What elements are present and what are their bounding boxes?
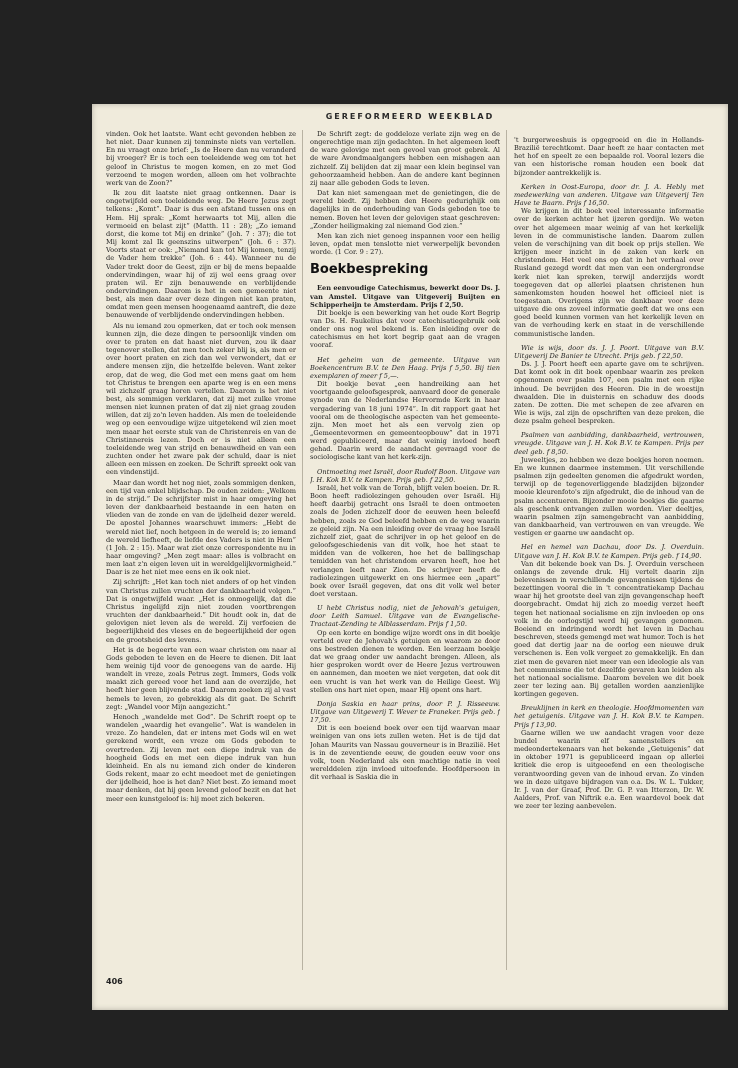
review-paragraph: Dit boekje bevat „een handreiking aan het voortgaande geloofsgesprek, aanvaard door de generale synode van de Nederlandse Hervormde Kerk in haar vergadering van 18 juni 1974”. In dit rapport gaat het vooral om de theologische aspecten van het gemeente-zijn. Men moet het als een vervolg zien op „Gemeentevormen en gemeenteopbouw” dat in 1971 werd gepubliceerd, maar dat weinig invloed heeft gehad. Daarin werd de aandacht gevraagd voor de sociologische kant van het kerk-zijn. [310, 380, 500, 462]
book-citation: Ontmoeting met Israël, door Rudolf Boon. Uitgave van J. H. Kok B.V. te Kampen. Prijs geb. f 22,50. [310, 467, 500, 484]
book-review [310, 700, 500, 782]
review-paragraph: Dit is een boeiend boek over een tijd waarvan maar weinigen van ons iets zullen weten. Het is de tijd dat Johan Maurits van Nassau gouverneur is in Brazilië. Het is in de zeventiende eeuw, de gouden eeuw voor ons volk, toen Nederland als een machtige natie in veel werelddelen zijn invloed uitoefende. Hoofdpersoon in dit verhaal is Saskia die in [310, 724, 500, 782]
body-paragraph: Maar dan wordt het nog niet, zoals sommigen denken, een tijd van enkel blijdschap. De ouden zeiden: „Welkom in de strijd.” De schrijfster mist in haar omgeving het leven der dankbaarheid bestaande in een haten en vlieden van de zonde en van de ijdelheid dezer wereld. De apostel Johannes waarschuwt immers: „Hebt de wereld niet lief, noch hetgeen in de wereld is; zo iemand de wereld liefheeft, de liefde des Vaders is niet in Hem” (1 Joh. 2 : 15). Maar wat ziet onze correspondente nu in haar omgeving? „Men zegt maar: alles is volbracht en men laat z'n eigen leven uit in wereldgelijkvormigheid.” Daar is ze het niet mee eens en ik ook niet. [106, 478, 296, 577]
body-paragraph: De Schrift zegt: de goddeloze verlate zijn weg en de ongerechtige man zijn gedachten. In het algemeen leeft de ware gelovige met een gevoel van groot gebrek. Al de ware Avondmaalgangers hebben een mishagen aan zichzelf. Zij belijden dat zij maar een klein beginsel van gehoorzaamheid hebben. Aan de andere kant beginnen zij naar alle geboden Gods te leven. [310, 130, 500, 187]
review-paragraph: Israël, het volk van de Torah, blijft velen boeien. Dr. R. Boon heeft radiolezingen gehouden over Israël. Hij heeft daarbij getracht ons Israël te doen ontmoeten zoals de Joden zichzelf door de eeuwen heen beleefd hebben, zoals ze God beleefd hebben en de weg waarin ze geleid zijn. Na een inleiding over de vraag hoe Israël zichzelf ziet, gaat de schrijver in op het geloof en de geloofsgeschiedenis van dit volk, hoe het staat te midden van de volkeren, hoe het de ballingschap temidden van het christendom ervaren heeft, hoe het verlangen leeft naar Zion. De schrijver heeft de radiolezingen uitgewerkt en ons hiermee een „apart” boek over Israël gegeven, dat ons dit volk wel beter doet verstaan. [310, 483, 500, 598]
column-rule-right [506, 130, 507, 970]
book-citation: U hebt Christus nodig, niet de Jehovah's getuigen, door Leith Samuel. Uitgave van de Evangelische-Tractaat-Zending te Alblasserdam. Prijs f 1,50. [310, 604, 500, 629]
review-paragraph: Dit boekje is een bewerking van het oude Kort Begrip van Ds. H. Faukelius dat voor catechisatiegebruik ook onder ons nog wel bekend is. Een inleiding over de catechismus en het kort begrip gaat aan de vragen vooraf. [310, 308, 500, 350]
review-paragraph: Op een korte en bondige wijze wordt ons in dit boekje verteld over de Jehovah's getuigen en waarom ze door ons bestreden dienen te worden. Een leerzaam boekje dat we graag onder uw aandacht brengen. Alleen, als hier gesproken wordt over de Heere Jezus vertrouwen en aannemen, dan moeten we niet vergeten, dat ook dit een vrucht is van het werk van de Heilige Geest. Wij stellen ons hart niet open, maar Hij opent ons hart. [310, 628, 500, 694]
book-review [514, 543, 704, 698]
book-citation: Breuklijnen in kerk en theologie. Hoofdmomenten van het getuigenis. Uitgave van J. H. Kok B.V. te Kampen. Prijs f 13,90. [514, 704, 704, 729]
review-paragraph: We krijgen in dit boek veel interessante informatie over de kerken achter het ijzeren gordijn. We weten over het algemeen maar weinig af van het kerkelijk leven in de communistische landen. Daarom zullen velen de verschijning van dit boek op prijs stellen. We krijgen meer inzicht in de zaken van kerk en christendom. Het veel ons op dat in het verhaal over Rusland gezegd wordt dat men van een ondergrondse kerk niet kan spreken, terwijl anderzijds wordt toegegeven dat op allerlei plaatsen christenen hun samenkomsten houden hoewel het officieel niet is toegestaan. Overigens zijn we dankbaar voor deze uitgave die ons zoveel informatie geeft dat we ons een goed beeld kunnen vormen van het kerkelijk leven en van de verhouding kerk en staat in de verschillende communistische landen. [514, 207, 704, 338]
book-citation: Donja Saskia en haar prins, door P. J. Risseeuw. Uitgave van Uitgeverij T. Wever te Franeker. Prijs geb. f 17,50. [310, 699, 500, 725]
body-paragraph: Als nu iemand zou opmerken, dat er toch ook mensen kunnen zijn, die deze dingen te persoonlijk vinden om over te praten en dat haast niet durven, zou ik daar tegenover stellen, dat men toch zeker blij is, als men er over hoort praten en zich dan wel verwondert, dat er andere mensen zijn, die hetzelfde beleven. Want zeker erop, dat de weg, die God met een mens gaat om hem tot Christus te brengen een aparte weg is en een mens wil zichzelf graag horen vertellen. Daarom is het niet best, als sommigen verklaren, dat zij met zulke vrome mensen niet kunnen praten of dat zij niet graag zouden willen, dat zij zo'n leven hadden. Als men de toeleidende weg op een eenvoudige wijze uitgetekend wil zien moet men maar het eerste stuk van de Christenreis en van de Christinnereis lezen. Doch er is niet alleen een toeleidende weg van strijd en benauwdheid en van een zuchten onder het zware pak der schuld, daar is niet alleen een missen en zoeken. De Schrift spreekt ook van een vindenstijd. [106, 321, 296, 477]
book-citation: Hel en hemel van Dachau, door Ds. J. Overduin. Uitgave van J. H. Kok B.V. te Kampen. Prijs geb. f 14,90. [514, 543, 704, 560]
review-paragraph: Ds. J. J. Poort heeft een aparte gave om te schrijven. Dat komt ook in dit boek openbaar waarin zes preken opgenomen over psalm 107, een psalm met een rijke inhoud. De bevrijden des Heeren. Die in de woestijn dwaalden. Die in duisternis en schaduw des doods zaten. De zotten. Die met schepen de zee afvaren en Wie is wijs, zal zijn de opschriften van deze preken, die deze psalm geheel bespreken. [514, 360, 704, 426]
book-review [514, 183, 704, 338]
page-number: 406 [106, 977, 123, 986]
review-list [310, 284, 500, 781]
book-review [514, 704, 704, 810]
review-paragraph: 't burgerweeshuis is opgegroeid en die in Hollands-Brazilië terechtkomt. Daar heeft ze haar contacten met het hof en speelt ze een bepaalde rol. Vooral lezers die van een historische roman houden een boek dat bijzonder aantrekkelijk is. [514, 136, 704, 177]
body-paragraph: Ik zou dit laatste niet graag ontkennen. Daar is ongetwijfeld een toeleidende weg. De Heere Jezus zegt telkens: „Komt”. Daar is dus een afstand tussen ons en Hem. Hij sprak: „Komt herwaarts tot Mij, allen die vermoeid en belast zijt” (Matth. 11 : 28); „Zo iemand dorst, die kome tot Mij en drinke” (Joh. 7 : 37); die tot Mij komt zal Ik geenszins uitwerpen” (Joh. 6 : 37). Voorts staat er ook: „Niemand kan tot Mij komen, tenzij de Vader hem trekke” (Joh. 6 : 44). Wanneer nu de Vader trekt door de Geest, zijn er bij de mens bepaalde ondervindingen, waar hij of zij wel eens graag over praten wil. Er zijn benauwende en verblijdende ondervindingen. Daarom is het in een gemeente niet best, als men daar over deze dingen niet kan praten, omdat men geen mensen hoogenaamd aantreft, die deze benauwende of verblijdende ondervindingen hebben. [106, 189, 296, 320]
review-paragraph: Gaarne willen we uw aandacht vragen voor deze bundel waarin elf samenstellers en medeondertekenaars van het bekende „Getuigenis” dat in oktober 1971 is gepubliceerd ingaan op allerlei kritiek die erop is uitgeoefend en een theologische verantwoording geven van de inhoud ervan. Zo vinden we in deze uitgave bijdragen van o.a. Ds. W. L. Tukker, Ir. J. van der Graaf, Prof. Dr. G. P. van Itterzon, Dr. W. Aalders, Prof. van Niftrik e.a. Een waardevol boek dat we zeer ter lezing aanbevelen. [514, 728, 704, 811]
book-review [310, 604, 500, 694]
body-paragraph: Zij schrijft: „Het kan toch niet anders of op het vinden van Christus zullen vruchten der dankbaarheid volgen.” Dat is ongetwijfeld waar. „Het is onmogelijk, dat die Christus ingelijfd zijn niet zouden voortbrengen vruchten der dankbaarheid.” Dit houdt ook in, dat de gelovigen niet leven als de wereld. Zij verfoeien de begeerlijkheid des vleses en de begeerlijkheid der ogen en de grootsheid des levens. [106, 578, 296, 644]
book-review [310, 284, 500, 349]
book-review [514, 136, 704, 177]
book-review [310, 356, 500, 462]
book-review [514, 431, 704, 537]
book-review [514, 344, 704, 426]
column-rule-left [302, 130, 303, 970]
column-right [514, 130, 704, 970]
column-middle-intro [310, 130, 500, 256]
body-paragraph: Men kan zich niet genoeg inspannen voor een heilig leven, opdat men tenslotte niet verwerpelijk bevonden worde. (1 Cor. 9 : 27). [310, 231, 500, 257]
book-citation: Een eenvoudige Catechismus, bewerkt door Ds. J. van Amstel. Uitgave van Uitgeverij Buijten en Schipperheijn te Amsterdam. Prijs f 2,50. [310, 284, 500, 309]
body-paragraph: vinden. Ook het laatste. Want echt gevonden hebben ze het niet. Daar kunnen zij tenminste niets van vertellen. En nu vraagt onze brief: „Is de Heere dan nu veranderd bij vroeger? Er is toch een toeleidende weg om tot het geloof in Christus te mogen komen, en zo met God verzoend te mogen worden, alleen om het volbrachte werk van de Zoon?” [106, 130, 296, 187]
book-citation: Kerken in Oost-Europa, door dr. J. A. Hebly met medewerking van anderen. Uitgave van Uitgeverij Ten Have te Baarn. Prijs f 16,50. [514, 182, 704, 208]
book-citation: Wie is wijs, door ds. J. J. Poort. Uitgave van B.V. Uitgeverij De Banier te Utrecht. Prijs geb. f 22,50. [514, 343, 704, 360]
body-paragraph: Henoch „wandelde met God”. De Schrift roept op te wandelen „waardig het evangelie”. Wat is wandelen in vreze. Zo handelen, dat er intens met Gods wil en wet gerekend wordt, een vreze om Gods geboden te overtreden. Zij leven met een diepe indruk van de hoogheid Gods en met een diepe indruk van hun kleinheid. En als nu iemand zich onder de kinderen Gods rekent, maar zo echt meedoet met de genietingen der ijdelheid, hoe is het dan? Niet best. Zo iemand moet maar denken, dat hij geen levend geloof bezit en dat het meer een kunstgeloof is: hij moet zich bekeren. [106, 712, 296, 803]
section-heading: Boekbespreking [310, 262, 429, 278]
book-review [310, 468, 500, 599]
magazine-page [92, 104, 728, 1010]
running-head: GEREFORMEERD WEEKBLAD [325, 112, 495, 121]
book-citation: Psalmen van aanbidding, dankbaarheid, vertrouwen, vreugde. Uitgave van J. H. Kok B.V. te Kampen. Prijs per deel geb. f 8,50. [514, 431, 704, 456]
review-paragraph: Juweeltjes, zo hebben we deze boekjes horen noemen. En we kunnen daarmee instemmen. Uit verschillende psalmen zijn gedeelten genomen die afgedrukt worden, terwijl op de tegenoverliggende bladzijden bijzonder mooie kleurenfoto's zijn afgedrukt, die de inhoud van de psalm accentueren. Bijzonder mooie boekjes die gaarne als geschenk ontvangen zullen worden. Vier deeltjes, waarin psalmen zijn samengebracht van aanbidding, van dankbaarheid, van vertrouwen en van vreugde. We vestigen er gaarne uw aandacht op. [514, 455, 704, 538]
body-paragraph: Dat kan niet samengaan met de genietingen, die de wereld biedt. Zij hebben den Heere gedurighijk om dagelijks in de onderhouding van Gods geboden toe te nemen. Boven het leven der gelovigen staat geschreven: „Zonder heiligmaking zal niemand God zien.” [310, 189, 500, 230]
book-citation: Het geheim van de gemeente. Uitgave van Boekencentrum B.V. te Den Haag. Prijs f 5,50. Bij tien exemplaren of meer f 5,—. [310, 355, 500, 380]
review-paragraph: Van dit bekende boek van Ds. J. Overduin verscheen onlangs de zevende druk. Hij vertelt daarin zijn belevenissen in verschillende gevangenissen tijdens de bezettingen vooral die in 't concentratiekamp Dachau waar hij het grootste deel van zijn gevangenschap heeft doorgebracht. Omdat hij zich zo moedig verzet heeft tegen het nationaal socialisme en zijn invloeden op ons volk in de oorlogstijd werd hij gevangen genomen. Boeiend en indringend wordt het leven in Dachau beschreven, steeds gemengd met wat humor. Toch is het goed dat dertig jaar na de oorlog een nieuwe druk verschenen is. Een volk vergeet zo gemakkelijk. En dan ziet men de gevaren niet meer van een ideologie als van het communisme die tot dezelfde gevaren kan leiden als het nationaal socialisme. Daarom bevelen we dit boek zeer ter lezing aan. Bij getallen worden aanzienlijke kortingen gegeven. [514, 559, 704, 699]
body-paragraph: Het is de begeerte van een waar christen om naar al Gods geboden te leven en de Heere te dienen. Dit laat hem weinig tijd voor de genoegens van de aarde. Hij wandelt in vreze, zoals Petrus zegt. Immers, Gods volk maakt zich gereed voor het land aan de overzijde, het heeft hier geen blijvende stad. Daarom zoeken zij al vast hemels te leven, zo gebrekkig als dit gaat. De Schrift zegt: „Wandel voor Mijn aangezicht.” [106, 645, 296, 711]
column-left [106, 130, 296, 970]
column-middle [310, 130, 500, 970]
